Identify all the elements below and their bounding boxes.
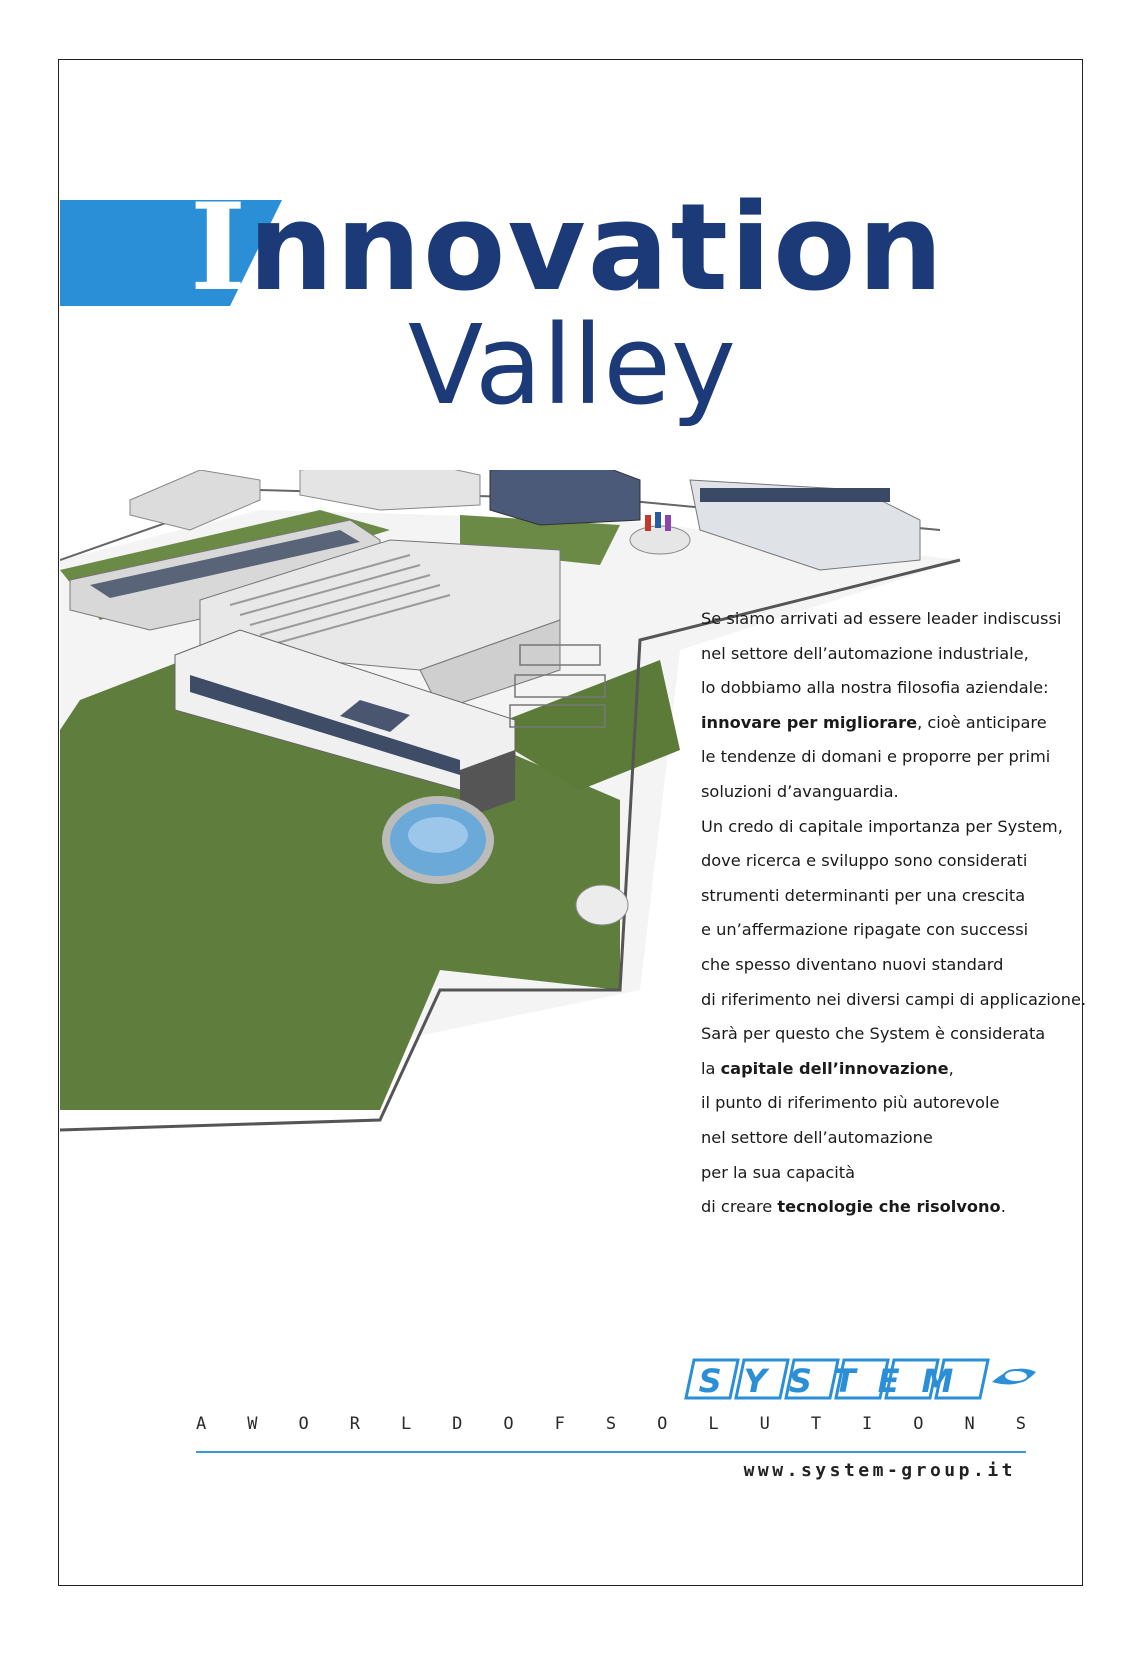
body-text-run: di creare bbox=[701, 1197, 778, 1217]
tagline-letter: O bbox=[913, 1414, 924, 1434]
body-text-run: dove ricerca e sviluppo sono considerati bbox=[701, 851, 1028, 871]
body-text-run: per la sua capacità bbox=[701, 1162, 856, 1182]
body-text-run: , bbox=[948, 1058, 954, 1078]
body-text-run: nel settore dell’automazione industriale, bbox=[701, 643, 1029, 663]
tagline bbox=[196, 1414, 1026, 1438]
body-text-run: soluzioni d’avanguardia. bbox=[701, 781, 899, 801]
tagline-letter: O bbox=[298, 1414, 309, 1434]
body-line bbox=[701, 879, 1101, 914]
tagline-letter: D bbox=[452, 1414, 463, 1434]
body-line bbox=[701, 913, 1101, 948]
body-line bbox=[701, 948, 1101, 983]
headline-rest: nnovation bbox=[248, 179, 946, 318]
body-emphasis: capitale dell’innovazione bbox=[720, 1058, 949, 1078]
body-line bbox=[701, 671, 1101, 706]
headline-line-2: Valley bbox=[408, 301, 737, 429]
tagline-letter: U bbox=[759, 1414, 770, 1434]
body-text-run: le tendenze di domani e proporre per primi bbox=[701, 747, 1051, 767]
tagline-letter: I bbox=[862, 1414, 873, 1434]
body-text-run: , cioè anticipare bbox=[917, 712, 1047, 732]
body-text-run: Un credo di capitale importanza per System, bbox=[701, 816, 1063, 836]
tagline-rule bbox=[196, 1451, 1026, 1453]
dome-structure bbox=[576, 885, 628, 925]
tagline-letter: O bbox=[657, 1414, 668, 1434]
body-line bbox=[701, 706, 1101, 741]
system-logo bbox=[680, 1356, 1040, 1402]
body-line bbox=[701, 844, 1101, 879]
globe-swoosh-icon bbox=[992, 1369, 1036, 1385]
tagline-letter: O bbox=[503, 1414, 514, 1434]
system-logo-wordmark: SYSTEM bbox=[698, 1362, 976, 1400]
body-text-run: di riferimento nei diversi campi di applicazione. bbox=[701, 989, 1087, 1009]
body-line bbox=[701, 1190, 1101, 1225]
headline-initial: I bbox=[190, 177, 249, 318]
website-url: www.system-group.it bbox=[743, 1460, 1016, 1481]
tagline-letter: N bbox=[964, 1414, 975, 1434]
body-text-run: lo dobbiamo alla nostra filosofia aziendale: bbox=[701, 678, 1049, 698]
body-line bbox=[701, 740, 1101, 775]
body-line bbox=[701, 810, 1101, 845]
body-line bbox=[701, 1086, 1101, 1121]
body-text-run: strumenti determinanti per una crescita bbox=[701, 885, 1026, 905]
body-text-run: il punto di riferimento più autorevole bbox=[701, 1093, 1000, 1113]
headline-line-1 bbox=[190, 178, 945, 319]
body-text-run: che spesso diventano nuovi standard bbox=[701, 954, 1004, 974]
body-line bbox=[701, 1121, 1101, 1156]
building-far-2 bbox=[300, 470, 480, 510]
body-copy bbox=[701, 602, 1101, 1225]
body-text-run: Se siamo arrivati ad essere leader indiscussi bbox=[701, 609, 1062, 628]
tagline-letter: R bbox=[349, 1414, 360, 1434]
body-text-run: la bbox=[701, 1058, 721, 1078]
body-emphasis: innovare per migliorare bbox=[701, 712, 918, 732]
tagline-letter: W bbox=[247, 1414, 258, 1434]
body-text-run: nel settore dell’automazione bbox=[701, 1127, 933, 1147]
body-line bbox=[701, 637, 1101, 672]
tagline-letter: A bbox=[196, 1414, 207, 1434]
body-emphasis: tecnologie che risolvono bbox=[777, 1197, 1001, 1217]
body-line bbox=[701, 602, 1101, 637]
body-text-run: e un’affermazione ripagate con successi bbox=[701, 920, 1029, 940]
tagline-letter: F bbox=[554, 1414, 565, 1434]
body-text-run: . bbox=[1000, 1197, 1006, 1217]
body-line bbox=[701, 983, 1101, 1018]
tagline-letter: T bbox=[810, 1414, 822, 1434]
tagline-letter: L bbox=[708, 1414, 719, 1434]
tagline-letter: L bbox=[400, 1414, 412, 1434]
body-line bbox=[701, 1052, 1101, 1087]
body-line bbox=[701, 775, 1101, 810]
tagline-letter: S bbox=[1015, 1414, 1026, 1434]
tagline-letter: S bbox=[605, 1414, 617, 1434]
body-text-run: Sarà per questo che System è considerata bbox=[701, 1024, 1046, 1044]
body-line bbox=[701, 1017, 1101, 1052]
building-far-3 bbox=[490, 470, 640, 525]
body-line bbox=[701, 1156, 1101, 1191]
